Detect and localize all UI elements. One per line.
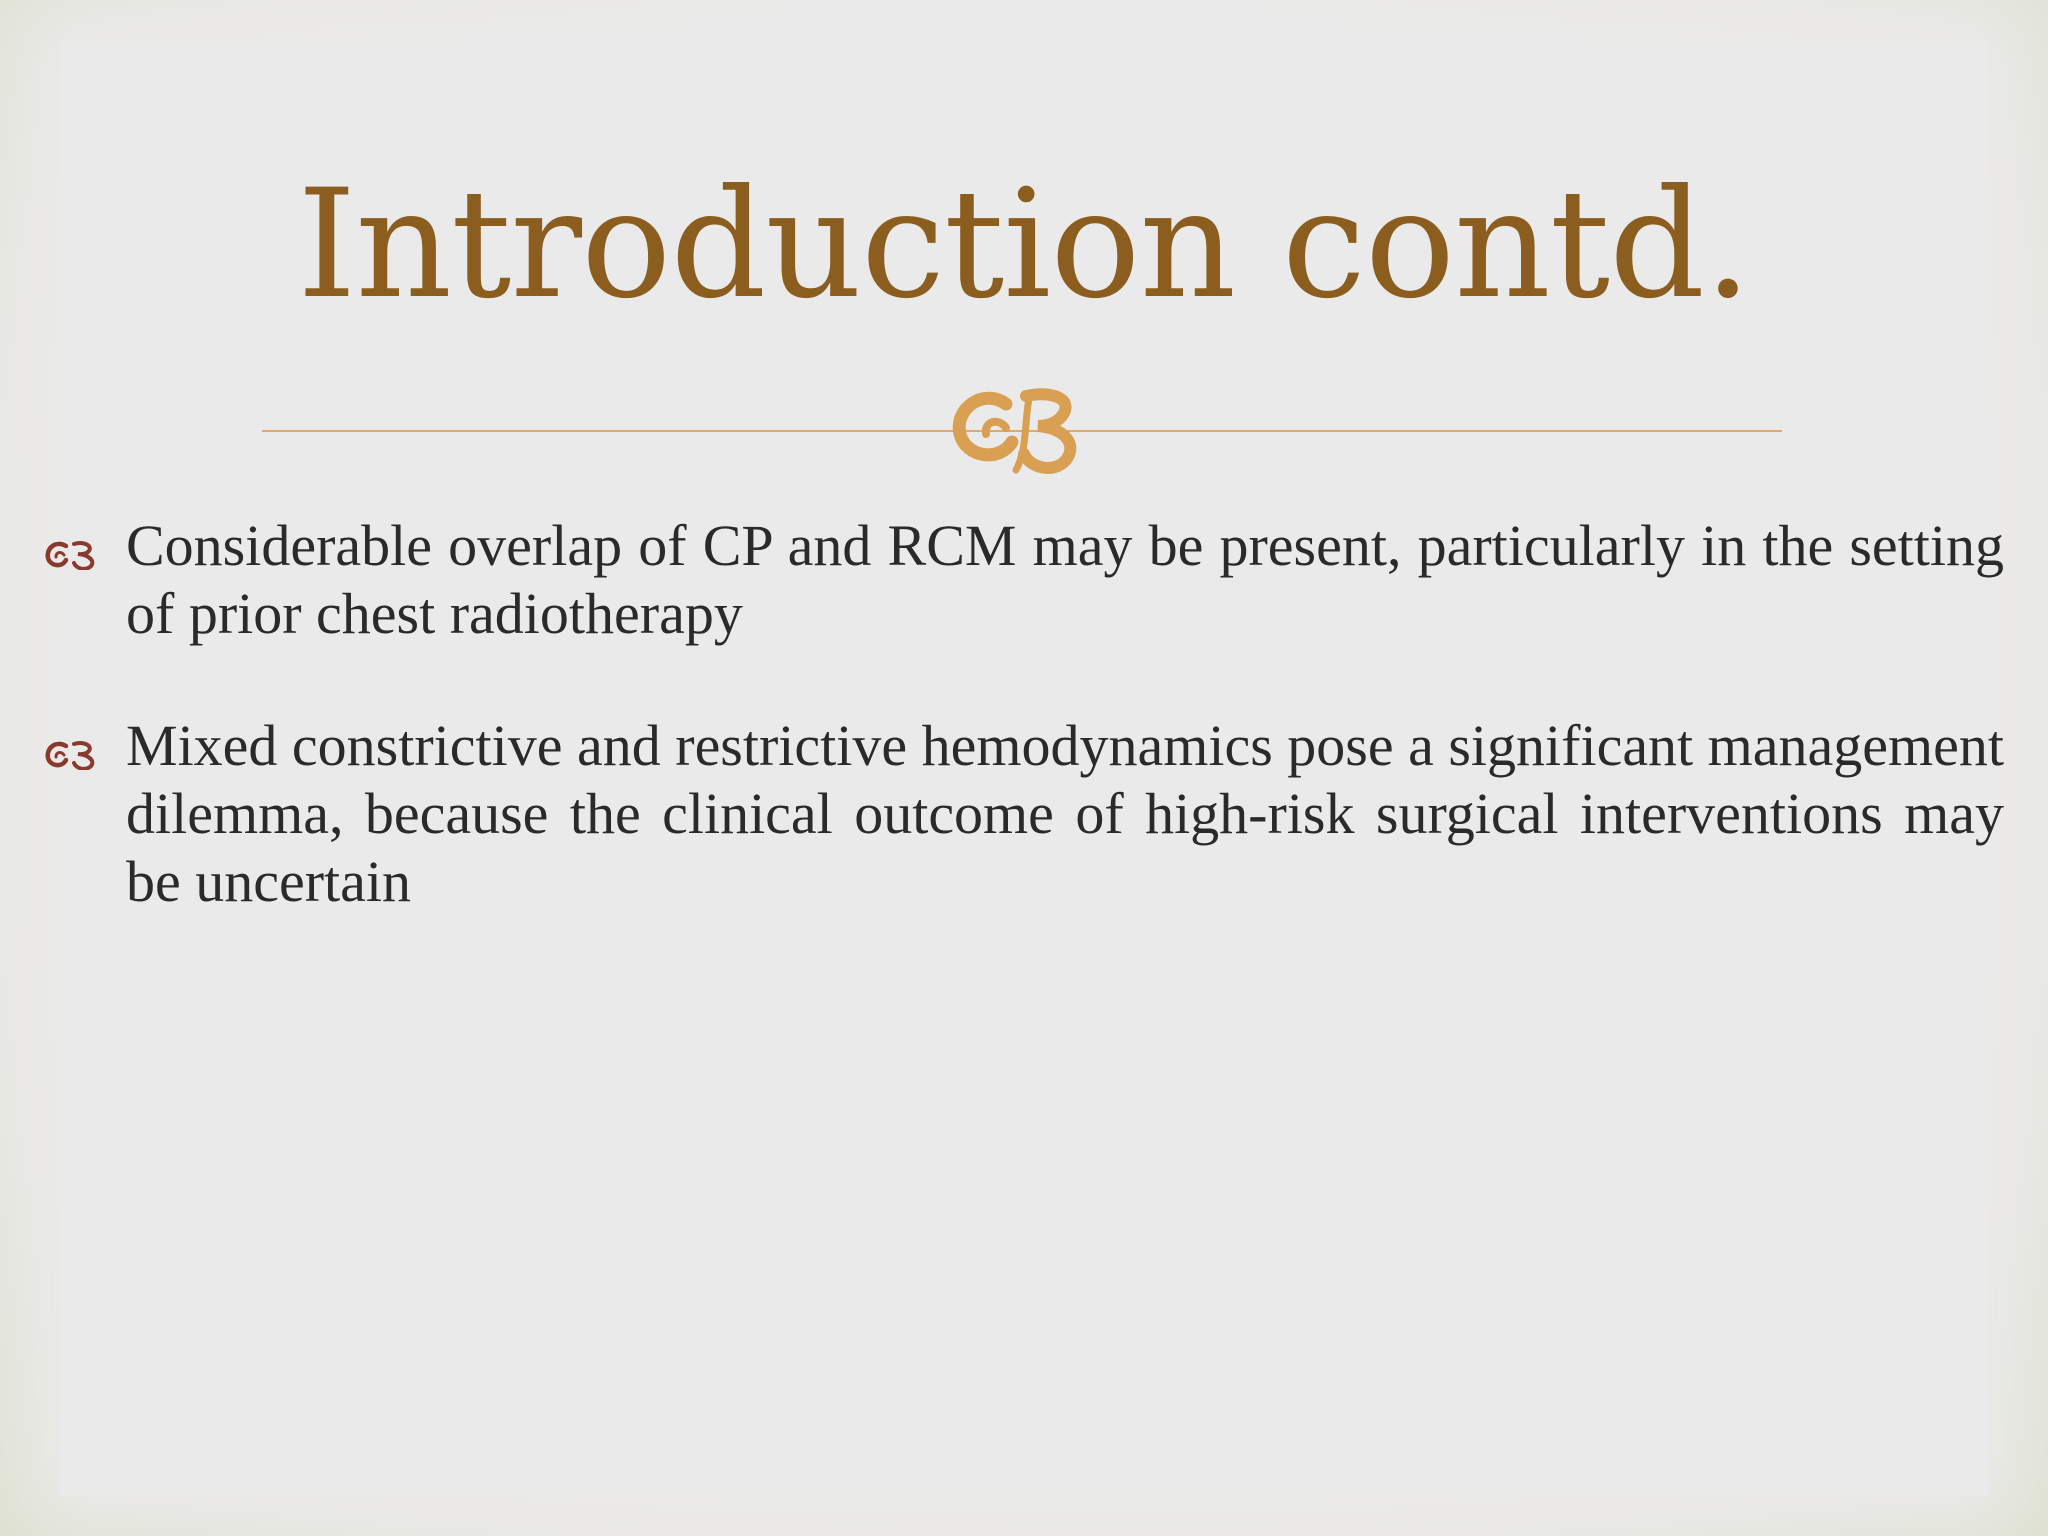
fleuron-bullet-icon — [44, 738, 100, 770]
bullet-list — [40, 512, 2004, 980]
list-item — [40, 512, 2004, 648]
bullet-text: Mixed constrictive and restrictive hemodynamics pose a significant management dilemma, because the clinical outcome of high-risk surgical interventions may be uncertain — [126, 713, 2004, 914]
slide-title: Introduction contd. — [297, 158, 1751, 332]
scroll-ornament-icon — [944, 378, 1094, 478]
bullet-text: Considerable overlap of CP and RCM may be present, particularly in the setting of prior chest radiotherapy — [126, 513, 2004, 646]
fleuron-bullet-icon — [44, 538, 100, 570]
list-item — [40, 712, 2004, 916]
